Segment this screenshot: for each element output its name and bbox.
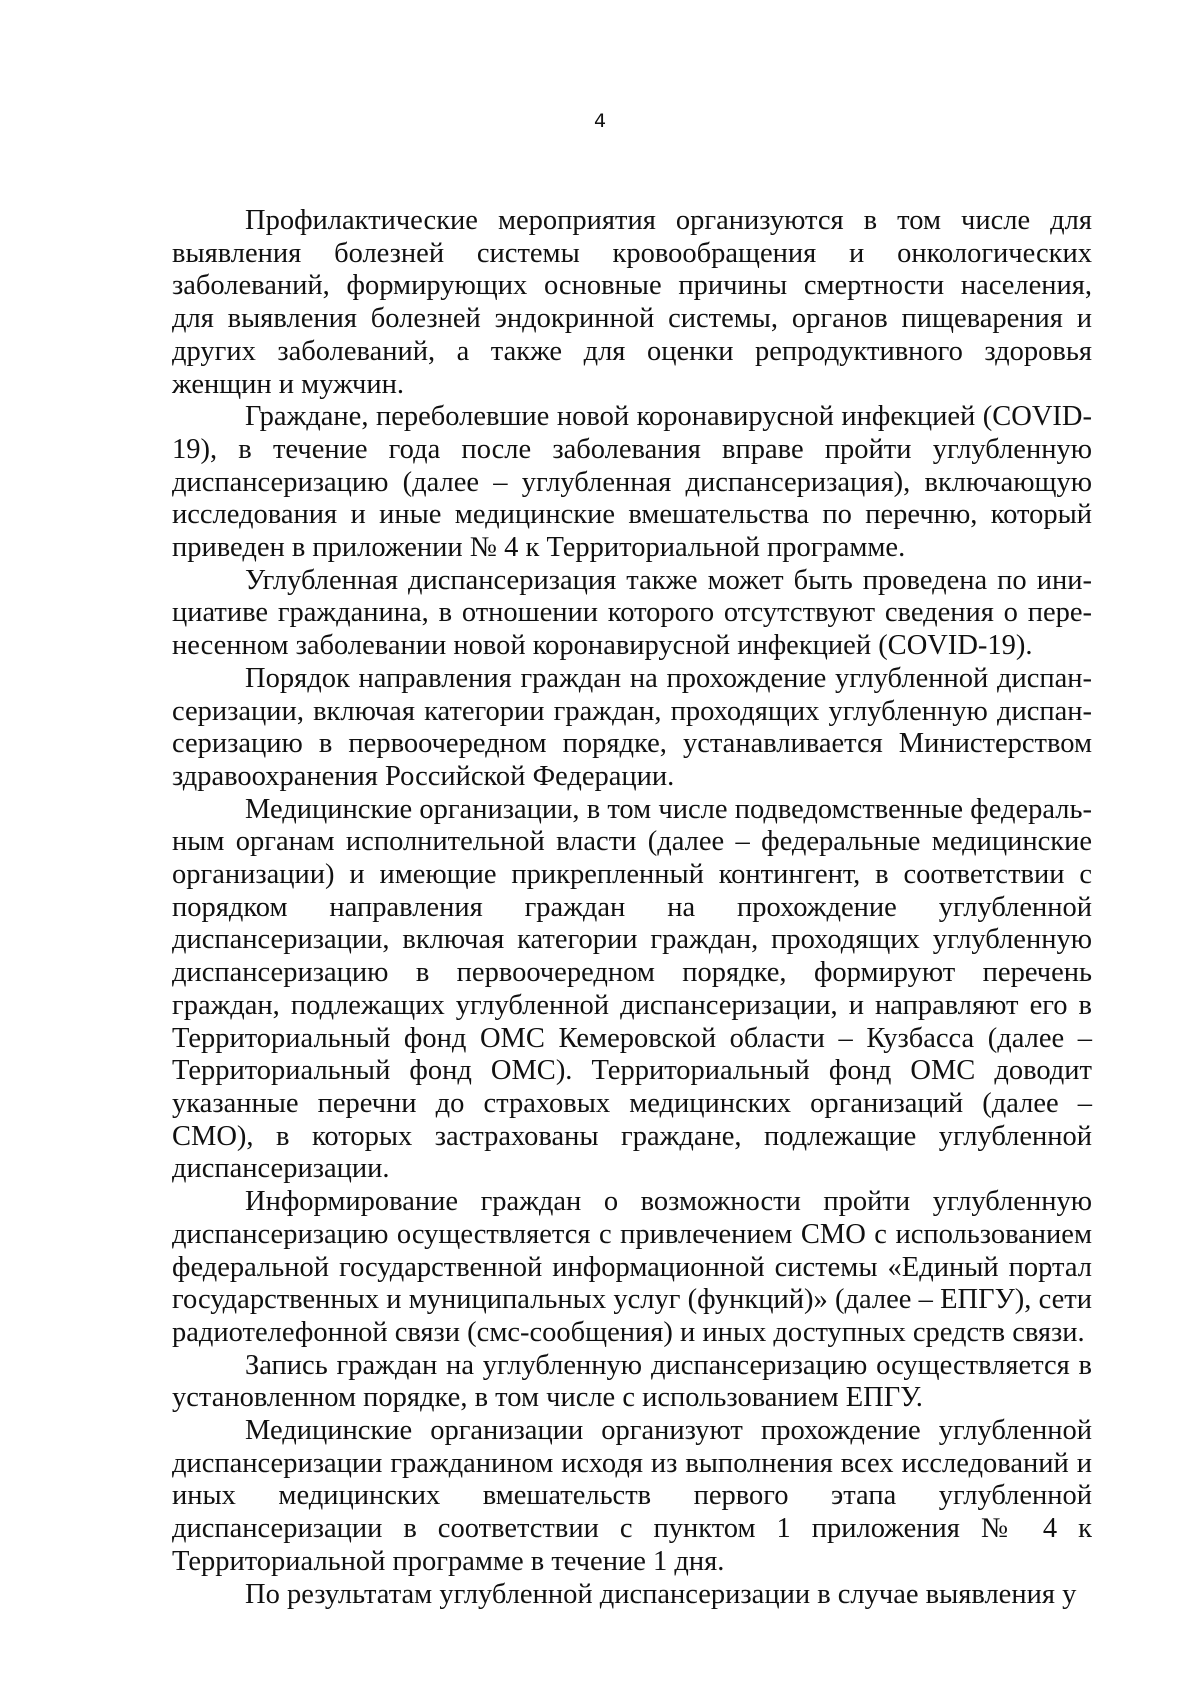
paragraph-registration: Запись граждан на углубленную диспансеризацию осуществляется в установленном порядке, в том числе с использованием ЕПГУ. (172, 1349, 1092, 1414)
paragraph-referral-procedure: Порядок направления граждан на прохождение углубленной диспансеризации, включая категории граждан, проходящих углубленную диспансеризацию в первоочередном порядке, устанавливается Министерством здравоохранения Российской Федерации. (172, 662, 1092, 792)
paragraph-informing-citizens: Информирование граждан о возможности пройти углубленную диспансеризацию осуществляется с привлечением СМО с использованием федеральной государственной информационной системы «Единый портал государственных и муниципальных услуг (функций)» (далее – ЕПГУ), сети радиотелефонной связи (смс-сообщения) и иных доступных средств связи. (172, 1186, 1092, 1348)
paragraph-first-stage: Медицинские организации организуют прохождение углубленной диспансеризации гражданином исходя из выполнения всех исследований и иных медицинских вмешательств первого этапа углубленной диспансеризации в соответствии с пунктом 1 приложения № 4 к Территориальной программе в течение 1 дня. (172, 1415, 1092, 1577)
paragraph-preventive-measures: Профилактические мероприятия организуются в том числе для выявления болезней системы кровообращения и онкологических заболеваний, формирующих основные причины смертности населения, для выявления болезней эндокринной системы, органов пищеварения и других заболеваний, а также для оценки репродуктивного здоровья женщин и мужчин. (172, 205, 1092, 400)
paragraph-medical-organizations: Медицинские организации, в том числе подведомственные федеральным органам исполнительной власти (далее – федеральные медицинские организации) и имеющие прикрепленный контингент, в соответствии с порядком направления граждан на прохождение углубленной диспансеризации, включая категории граждан, проходящих углубленную диспансеризацию в первоочередном порядке, формируют перечень граждан, подлежащих углубленной диспансеризации, и направляют его в Территориальный фонд ОМС Кемеровской области – Кузбасса (далее – Территориальный фонд ОМС). Территориальный фонд ОМС доводит указанные перечни до страховых медицинских организаций (далее – СМО), в которых застрахованы граждане, подлежащие углубленной диспансеризации. (172, 793, 1092, 1185)
page-number: 4 (593, 110, 607, 132)
document-body (172, 205, 1092, 1611)
paragraph-results: По результатам углубленной диспансеризации в случае выявления у (245, 1578, 1077, 1610)
paragraph-citizen-initiative: Углубленная диспансеризация также может быть проведена по инициативе гражданина, в отношении которого отсутствуют сведения о перенесенном заболевании новой коронавирусной инфекцией (COVID-19). (172, 564, 1092, 662)
paragraph-covid-recovered-citizens: Граждане, переболевшие новой коронавирусной инфекцией (COVID-19), в течение года после заболевания вправе пройти углубленную диспансеризацию (далее – углубленная диспансеризация), включающую исследования и иные медицинские вмешательства по перечню, который приведен в приложении № 4 к Территориальной программе. (172, 401, 1092, 564)
